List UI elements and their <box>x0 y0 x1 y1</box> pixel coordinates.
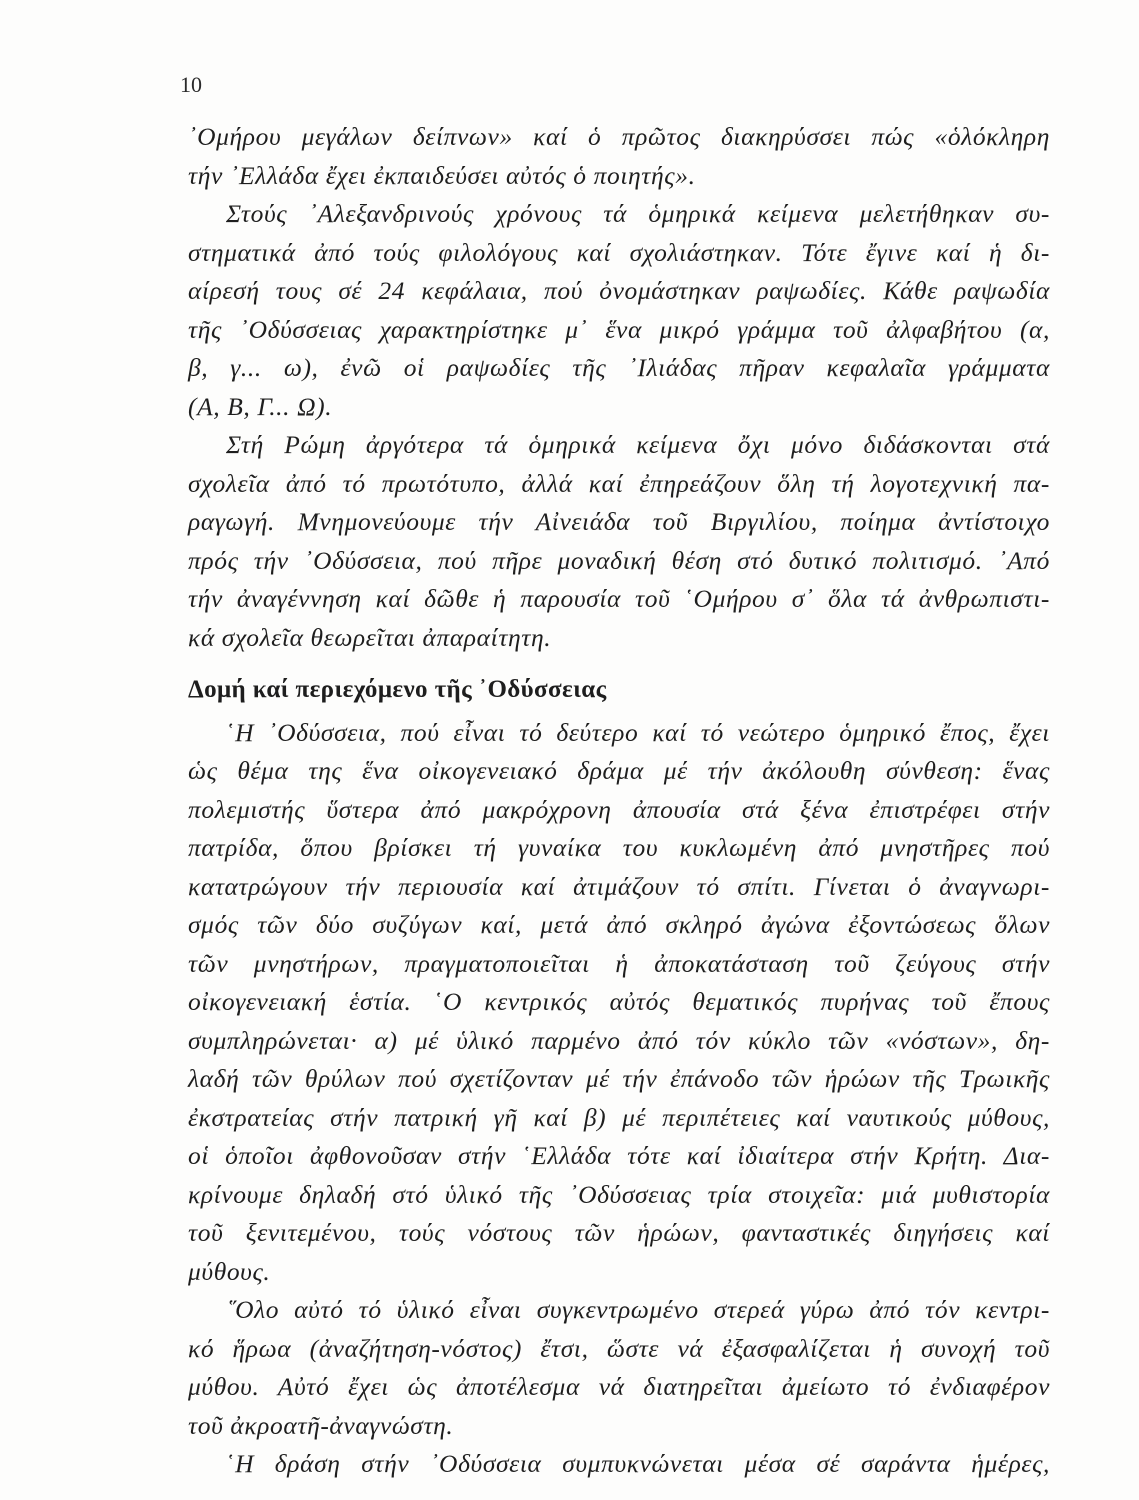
text-line: (Α, Β, Γ... Ω). <box>188 391 333 421</box>
text-line: τοῦ ἀκροατῆ-ἀναγνώστη. <box>188 1410 454 1440</box>
text-line: τήν ᾿Ελλάδα ἔχει ἐκπαιδεύσει αὐτός ὁ ποιητής». <box>188 160 696 190</box>
text-line: ῾Η ᾿Οδύσσεια, πού εἶναι τό δεύτερο καί τό νεώτερο ὁμηρικό ἔπος, ἔχει <box>226 717 1050 747</box>
paragraph-3 <box>188 426 1050 657</box>
text-line: Στή Ρώμη ἀργότερα τά ὁμηρικά κείμενα ὄχι μόνο διδάσκονται στά <box>226 430 1050 459</box>
text-line: τῆς ᾿Οδύσσειας χαρακτηρίστηκε μ᾿ ἕνα μικρό γράμμα τοῦ ἀλφαβήτου (α, <box>188 314 1050 344</box>
text-line: β, γ... ω), ἐνῶ οἱ ραψωδίες τῆς ᾿Ιλιάδας πῆραν κεφαλαῖα γράμματα <box>188 353 1050 382</box>
paragraph-6 <box>188 1445 1050 1484</box>
text-line: σχολεῖα ἀπό τό πρωτότυπο, ἀλλά καί ἐπηρεάζουν ὅλη τή λογοτεχνική πα- <box>188 468 1050 498</box>
text-line: πατρίδα, ὅπου βρίσκει τή γυναίκα του κυκλωμένη ἀπό μνηστῆρες πού <box>188 833 1050 862</box>
text-line: οἰκογενειακή ἑστία. ῾Ο κεντρικός αὐτός θεματικός πυρήνας τοῦ ἔπους <box>188 987 1050 1016</box>
paragraph-2 <box>188 195 1050 426</box>
paragraph-5 <box>188 1291 1050 1445</box>
paragraph-1 <box>188 118 1050 195</box>
text-line: ἐκστρατείας στήν πατρική γῆ καί β) μέ περιπέτειες καί ναυτικούς μύθους, <box>188 1102 1050 1132</box>
paragraph-4 <box>188 714 1050 1292</box>
text-line: στηματικά ἀπό τούς φιλολόγους καί σχολιάστηκαν. Τότε ἔγινε καί ἡ δι- <box>188 237 1050 267</box>
text-line: κό ἥρωα (ἀναζήτηση-νόστος) ἔτσι, ὥστε νά ἐξασφαλίζεται ἡ συνοχή τοῦ <box>188 1333 1050 1363</box>
text-line: μύθους. <box>188 1256 271 1286</box>
text-line: τῶν μνηστήρων, πραγματοποιεῖται ἡ ἀποκατάσταση τοῦ ζεύγους στήν <box>188 948 1050 978</box>
text-line: κά σχολεῖα θεωρεῖται ἀπαραίτητη. <box>188 622 552 652</box>
text-line: ᾿Ομήρου μεγάλων δείπνων» καί ὁ πρῶτος διακηρύσσει πώς «ὁλόκληρη <box>188 122 1050 151</box>
text-line: Στούς ᾿Αλεξανδρινούς χρόνους τά ὁμηρικά κείμενα μελετήθηκαν συ- <box>226 199 1050 228</box>
section-heading: Δομή καί περιεχόμενο τῆς ᾿Οδύσσειας <box>188 676 607 703</box>
text-line: κρίνουμε δηλαδή στό ὑλικό τῆς ᾿Οδύσσειας τρία στοιχεῖα: μιά μυθιστορία <box>188 1179 1050 1209</box>
page-number: 10 <box>180 72 202 97</box>
text-line: τήν ἀναγέννηση καί δῶθε ἡ παρουσία τοῦ ῾Ομήρου σ᾿ ὅλα τά ἀνθρωπιστι- <box>188 584 1050 613</box>
text-line: συμπληρώνεται· α) μέ ὑλικό παρμένο ἀπό τόν κύκλο τῶν «νόστων», δη- <box>188 1025 1050 1055</box>
text-line: μύθου. Αὐτό ἔχει ὡς ἀποτέλεσμα νά διατηρεῖται ἀμείωτο τό ἐνδιαφέρον <box>188 1372 1050 1401</box>
text-line: λαδή τῶν θρύλων πού σχετίζονταν μέ τήν ἐπάνοδο τῶν ἡρώων τῆς Τρωικῆς <box>188 1064 1050 1093</box>
text-line: ῞Ολο αὐτό τό ὑλικό εἶναι συγκεντρωμένο στερεά γύρω ἀπό τόν κεντρι- <box>226 1295 1050 1324</box>
text-line: σμός τῶν δύο συζύγων καί, μετά ἀπό σκληρό ἀγώνα ἐξοντώσεως ὅλων <box>188 910 1050 939</box>
body-text <box>188 118 1050 1484</box>
text-line: οἱ ὁποῖοι ἀφθονοῦσαν στήν ῾Ελλάδα τότε καί ἰδιαίτερα στήν Κρήτη. Δια- <box>188 1141 1050 1170</box>
text-line: κατατρώγουν τήν περιουσία καί ἀτιμάζουν τό σπίτι. Γίνεται ὁ ἀναγνωρι- <box>188 871 1050 901</box>
text-line: τοῦ ξενιτεμένου, τούς νόστους τῶν ἡρώων, φανταστικές διηγήσεις καί <box>188 1218 1050 1247</box>
text-line: ὡς θέμα της ἕνα οἰκογενειακό δράμα μέ τήν ἀκόλουθη σύνθεση: ἕνας <box>188 756 1050 785</box>
text-line: πολεμιστής ὕστερα ἀπό μακρόχρονη ἀπουσία στά ξένα ἐπιστρέφει στήν <box>188 794 1050 824</box>
text-line: ραγωγή. Μνημονεύουμε τήν Αἰνειάδα τοῦ Βιργιλίου, ποίημα ἀντίστοιχο <box>188 507 1050 536</box>
text-line: αίρεσή τους σέ 24 κεφάλαια, πού ὀνομάστηκαν ραψωδίες. Κάθε ραψωδία <box>188 276 1050 305</box>
text-line: ῾Η δράση στήν ᾿Οδύσσεια συμπυκνώνεται μέσα σέ σαράντα ἡμέρες, <box>226 1449 1050 1478</box>
text-line: πρός τήν ᾿Οδύσσεια, πού πῆρε μοναδική θέση στό δυτικό πολιτισμό. ᾿Από <box>188 545 1050 575</box>
